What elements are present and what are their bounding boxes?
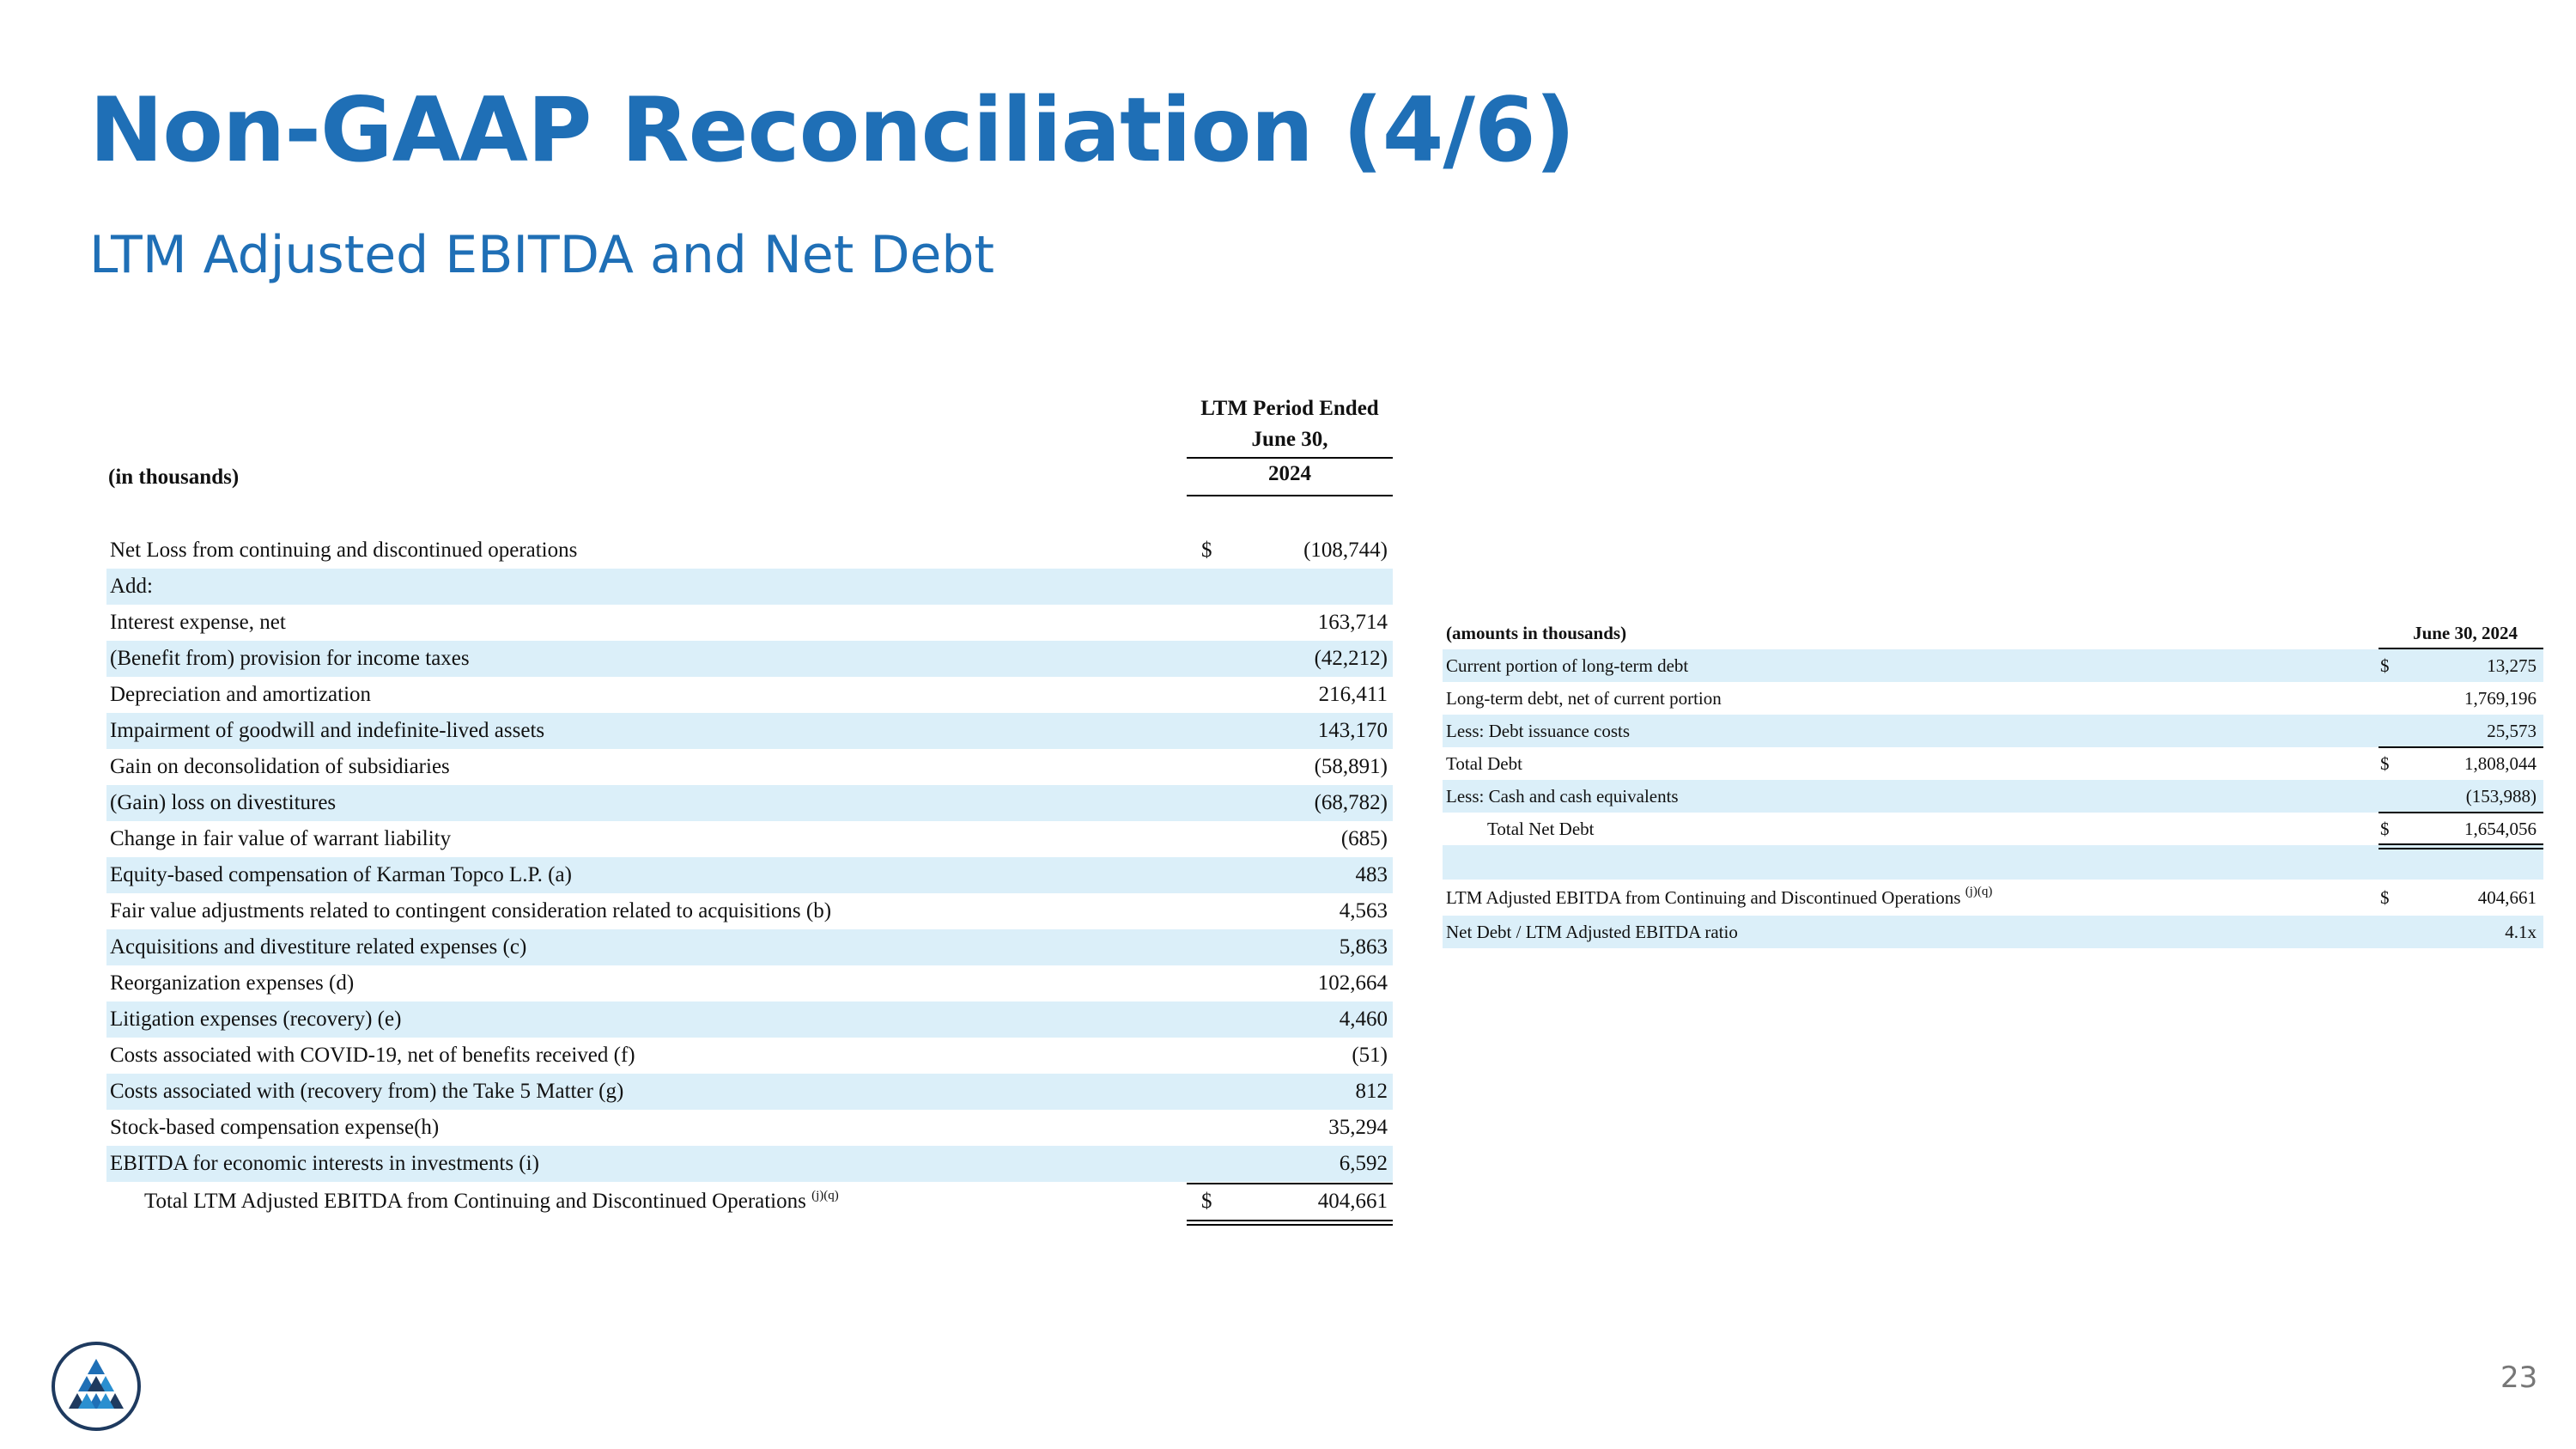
table-row	[106, 893, 1393, 929]
row-label: Net Debt / LTM Adjusted EBITDA ratio	[1446, 922, 1738, 942]
table-row	[106, 569, 1393, 605]
total-label: Total LTM Adjusted EBITDA from Continuing and Discontinued Operations $^{(j)(q)}$	[144, 1189, 839, 1213]
row-label: Net Loss from continuing and discontinued operations	[110, 539, 578, 562]
table-row	[106, 641, 1393, 677]
row-value: 25,573	[2487, 721, 2537, 741]
row-value: (51)	[1352, 1044, 1388, 1067]
row-label: Current portion of long-term debt	[1446, 655, 1689, 676]
table-row	[106, 1074, 1393, 1110]
page-title: Non-GAAP Reconciliation (4/6)	[89, 79, 1575, 182]
row-value: (42,212)	[1314, 647, 1388, 670]
row-value: (153,988)	[2465, 786, 2537, 807]
row-value: 4,460	[1339, 1008, 1388, 1031]
table-row	[106, 929, 1393, 965]
row-label: (Gain) loss on divestitures	[110, 791, 337, 814]
period-header-line1: LTM Period Ended	[1200, 397, 1379, 420]
row-value: (58,891)	[1314, 755, 1388, 778]
row-label: Gain on deconsolidation of subsidiaries	[110, 755, 450, 778]
double-rule-2	[2379, 848, 2543, 849]
page-number: 23	[2500, 1361, 2538, 1395]
period-header	[1187, 393, 1393, 455]
company-logo-icon	[50, 1340, 143, 1433]
total-double-rule-2	[1187, 1224, 1393, 1226]
row-value: 1,654,056	[2464, 819, 2537, 839]
row-label: Depreciation and amortization	[110, 683, 372, 706]
row-label: Litigation expenses (recovery) (e)	[110, 1008, 402, 1031]
row-value: 483	[1355, 863, 1388, 886]
table-row	[1443, 780, 2543, 813]
row-value: 102,664	[1317, 971, 1388, 995]
table-row	[106, 857, 1393, 893]
row-label: Costs associated with COVID-19, net of benefits received (f)	[110, 1044, 635, 1067]
table-row	[106, 965, 1393, 1002]
row-value: 4,563	[1339, 899, 1388, 922]
double-rule-1	[2379, 843, 2543, 845]
row-label: Reorganization expenses (d)	[110, 971, 355, 995]
row-label: Change in fair value of warrant liability	[110, 827, 452, 850]
row-label: Interest expense, net	[110, 611, 286, 634]
table-row	[106, 749, 1393, 785]
period-header-line2: June 30,	[1251, 428, 1328, 451]
unit-label: (amounts in thousands)	[1446, 623, 1627, 643]
row-currency: $	[2380, 655, 2390, 676]
table-row	[106, 1146, 1393, 1182]
table-row	[106, 677, 1393, 713]
row-label: Total Debt	[1446, 753, 1522, 774]
row-currency: $	[2380, 819, 2390, 839]
net-debt-header-row	[1443, 617, 2543, 649]
row-value: 812	[1355, 1080, 1388, 1103]
row-value: 1,808,044	[2464, 753, 2537, 774]
header-rule	[1187, 457, 1393, 459]
table-row	[106, 1110, 1393, 1146]
total-currency: $	[1201, 1190, 1212, 1213]
row-label: Equity-based compensation of Karman Topco L.P. (a)	[110, 863, 572, 886]
total-value: 404,661	[1317, 1190, 1388, 1213]
row-label: Impairment of goodwill and indefinite-lived assets	[110, 719, 545, 742]
row-value: 163,714	[1317, 611, 1388, 634]
unit-label: (in thousands)	[108, 466, 240, 489]
year-header: 2024	[1268, 462, 1311, 485]
row-label: EBITDA for economic interests in investments (i)	[110, 1152, 539, 1175]
year-rule	[1187, 495, 1393, 496]
row-label: Long-term debt, net of current portion	[1446, 688, 1722, 709]
footnote-ref: (j)(q)	[1965, 885, 1993, 898]
table-row	[106, 533, 1393, 569]
total-double-rule-1	[1187, 1220, 1393, 1221]
row-value: 6,592	[1339, 1152, 1388, 1175]
table-row-blank	[1443, 845, 2543, 880]
row-label: Stock-based compensation expense(h)	[110, 1116, 440, 1139]
row-currency: $	[2380, 753, 2390, 774]
row-label: LTM Adjusted EBITDA from Continuing and Discontinued Operations $^{(j)(q)}$	[1446, 885, 1993, 908]
row-label: Fair value adjustments related to contingent consideration related to acquisitions (b)	[110, 899, 832, 922]
table-row	[1443, 649, 2543, 682]
table-row	[106, 605, 1393, 641]
row-value: (68,782)	[1314, 791, 1388, 814]
date-header: June 30, 2024	[2413, 623, 2518, 643]
table-row	[1443, 682, 2543, 715]
row-label: Add:	[110, 575, 153, 598]
table-row	[1443, 715, 2543, 747]
row-value: 4.1x	[2505, 922, 2537, 942]
table-row	[106, 785, 1393, 821]
footnote-ref: (j)(q)	[811, 1189, 839, 1202]
row-currency: $	[1201, 539, 1212, 562]
row-value: (685)	[1340, 827, 1388, 850]
row-value: 5,863	[1339, 935, 1388, 959]
row-label: Total Net Debt	[1487, 819, 1595, 839]
table-row	[1443, 747, 2543, 780]
page-subtitle: LTM Adjusted EBITDA and Net Debt	[89, 225, 995, 285]
row-label: (Benefit from) provision for income taxes	[110, 647, 470, 670]
row-value: 143,170	[1317, 719, 1388, 742]
row-label: Costs associated with (recovery from) the Take 5 Matter (g)	[110, 1080, 624, 1103]
row-value: 13,275	[2487, 655, 2537, 676]
table-row	[106, 1038, 1393, 1074]
row-currency: $	[2380, 887, 2390, 908]
row-value: 216,411	[1318, 683, 1388, 706]
table-row	[106, 821, 1393, 857]
row-label: Less: Debt issuance costs	[1446, 721, 1631, 741]
table-row	[1443, 813, 2543, 845]
table-row	[1443, 881, 2543, 914]
row-value: 404,661	[2477, 887, 2537, 908]
table-row	[106, 713, 1393, 749]
table-row	[106, 1002, 1393, 1038]
row-value: (108,744)	[1303, 539, 1388, 562]
table-row	[1443, 916, 2543, 948]
row-value: 35,294	[1328, 1116, 1388, 1139]
total-row	[106, 1184, 1393, 1220]
row-label: Less: Cash and cash equivalents	[1446, 786, 1679, 807]
row-label: Acquisitions and divestiture related expenses (c)	[110, 935, 527, 959]
row-value: 1,769,196	[2464, 688, 2537, 709]
